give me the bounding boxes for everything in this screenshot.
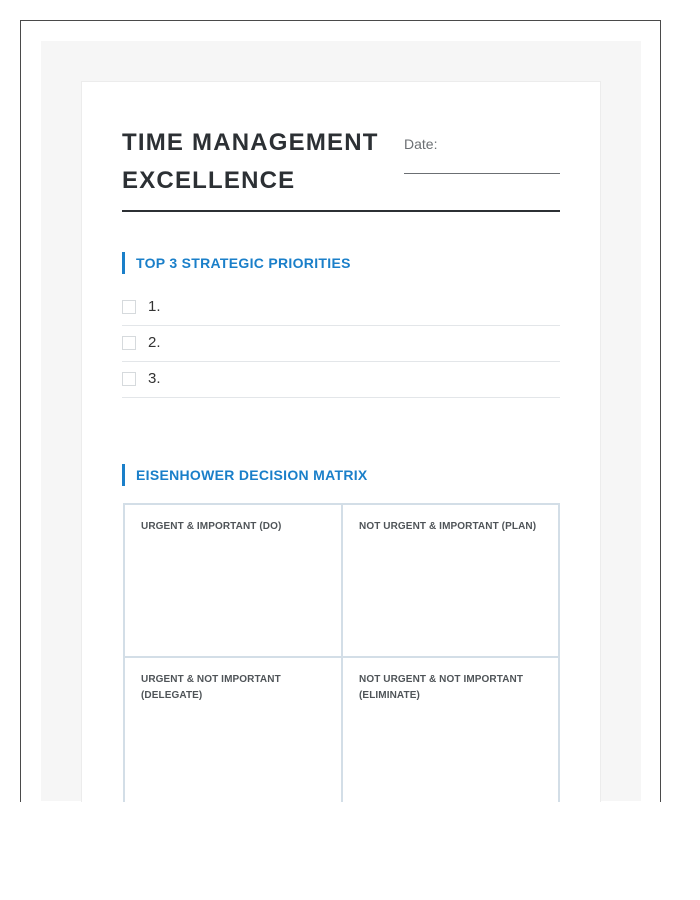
- priority-item-1[interactable]: [122, 290, 560, 326]
- quadrant-delegate[interactable]: [125, 657, 342, 802]
- quadrant-label-line-1: NOT URGENT & NOT IMPORTANT: [359, 674, 524, 685]
- date-label: Date:: [404, 136, 438, 152]
- quadrant-label-line-1: URGENT & IMPORTANT (DO): [141, 521, 282, 532]
- page-title: [122, 124, 392, 200]
- eisenhower-matrix: [123, 503, 560, 802]
- page-frame: [20, 20, 661, 802]
- priorities-list: [122, 290, 560, 398]
- document-canvas: [41, 41, 641, 801]
- matrix-heading: EISENHOWER DECISION MATRIX: [122, 464, 542, 486]
- quadrant-do[interactable]: [125, 505, 342, 657]
- quadrant-label: [359, 672, 543, 704]
- quadrant-label-line-1: URGENT & NOT IMPORTANT: [141, 674, 281, 685]
- quadrant-label: [141, 519, 325, 535]
- quadrant-label-line-2: (DELEGATE): [141, 690, 203, 701]
- quadrant-label-line-2: (ELIMINATE): [359, 690, 420, 701]
- priority-number: 1.: [148, 298, 161, 315]
- priority-item-2[interactable]: [122, 326, 560, 362]
- planner-sheet: [81, 81, 601, 802]
- quadrant-label: [141, 672, 325, 704]
- priority-number: 3.: [148, 370, 161, 387]
- priorities-heading: TOP 3 STRATEGIC PRIORITIES: [122, 252, 542, 274]
- checkbox-icon[interactable]: [122, 300, 136, 314]
- checkbox-icon[interactable]: [122, 336, 136, 350]
- quadrant-label-line-1: NOT URGENT & IMPORTANT (PLAN): [359, 521, 537, 532]
- quadrant-label: [359, 519, 543, 535]
- title-line-1: TIME MANAGEMENT: [122, 129, 379, 156]
- priority-item-3[interactable]: [122, 362, 560, 398]
- date-field[interactable]: [404, 173, 560, 174]
- quadrant-eliminate[interactable]: [342, 657, 559, 802]
- title-line-2: EXCELLENCE: [122, 167, 296, 194]
- priority-number: 2.: [148, 334, 161, 351]
- document-header: [122, 122, 560, 212]
- checkbox-icon[interactable]: [122, 372, 136, 386]
- quadrant-plan[interactable]: [342, 505, 559, 657]
